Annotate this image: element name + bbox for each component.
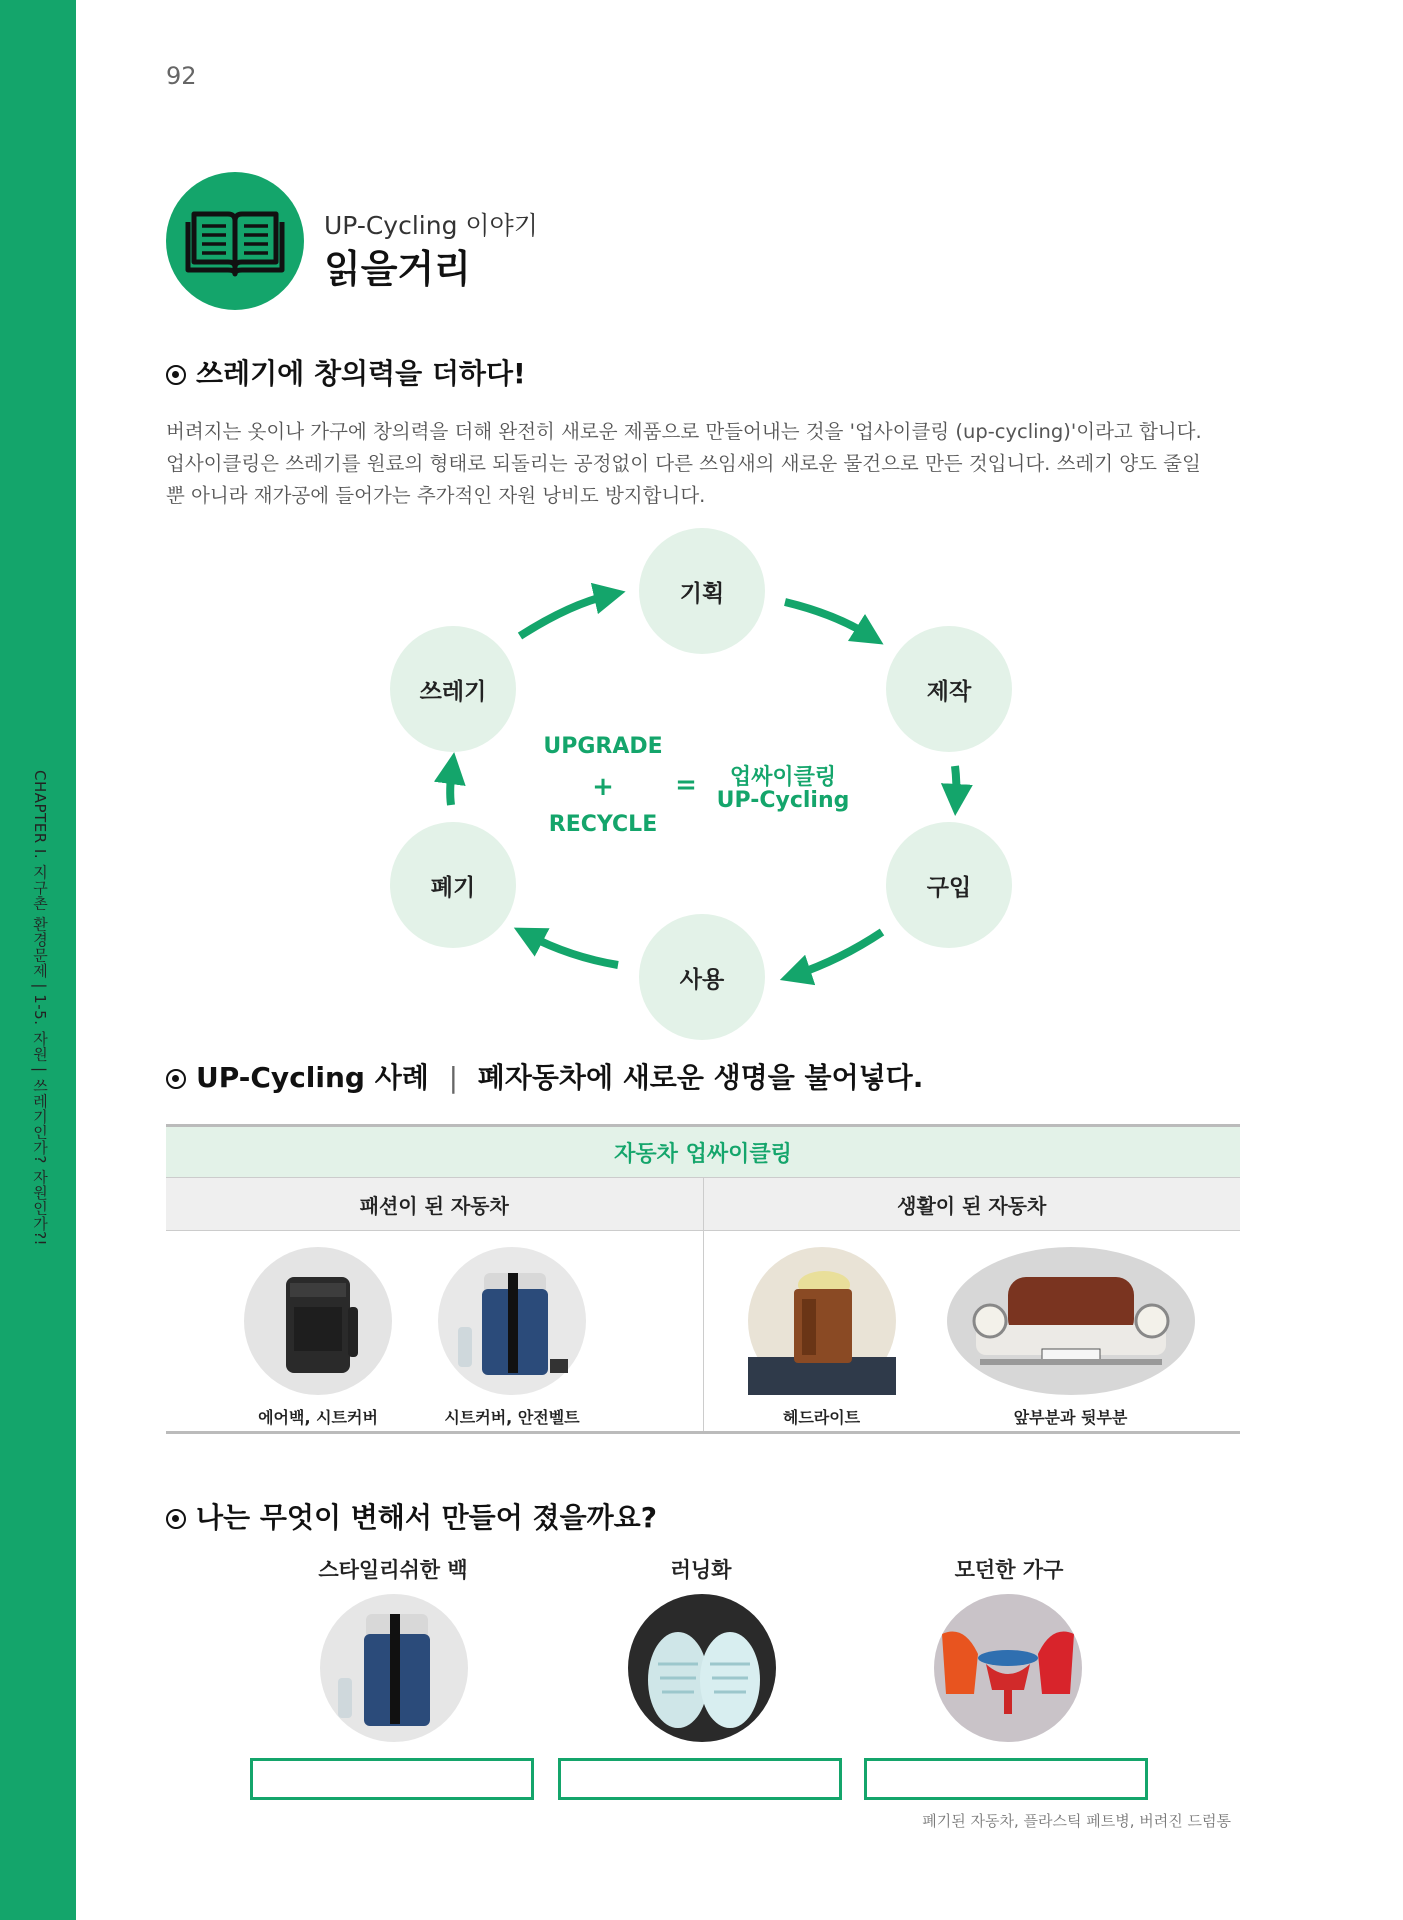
page-number: 92 — [166, 62, 197, 90]
plus-sign: + — [592, 772, 614, 802]
col-header-fashion: 패션이 된 자동차 — [166, 1178, 704, 1230]
cycle-node-use: 사용 — [639, 914, 765, 1040]
target-bullet-icon — [166, 1069, 186, 1089]
section3-heading — [166, 1496, 657, 1536]
car-upcycling-table — [166, 1124, 1240, 1434]
arrow-make-to-buy — [955, 766, 956, 800]
intro-line: 업사이클링은 쓰레기를 원료의 형태로 되돌리는 공정없이 다른 쓰임새의 새로운 물건으로 만든 것입니다. 쓰레기 양도 줄일 — [166, 452, 1201, 475]
cycle-node-plan: 기획 — [639, 528, 765, 654]
section1-title: 쓰레기에 창의력을 더하다! — [196, 357, 526, 390]
recycle-label: RECYCLE — [548, 812, 658, 837]
equals-sign: = — [675, 770, 697, 800]
item-caption: 헤드라이트 — [782, 1408, 861, 1427]
cycle-node-buy: 구입 — [886, 822, 1012, 948]
black-backpack-image — [244, 1247, 392, 1395]
cycle-node-trash: 쓰레기 — [390, 626, 516, 752]
answer-box-bag[interactable] — [250, 1758, 534, 1800]
intro-line: 버려지는 옷이나 가구에 창의력을 더해 완전히 새로운 제품으로 만들어내는 것을 '업사이클링 (up-cycling)'이라고 합니다. — [166, 420, 1202, 443]
intro-line: 뿐 아니라 재가공에 들어가는 추가적인 자원 낭비도 방지합니다. — [166, 484, 706, 507]
stylish-bag-photo — [320, 1594, 468, 1742]
answer-box-shoes[interactable] — [558, 1758, 842, 1800]
arrow-trash-to-plan — [520, 595, 610, 636]
quiz-label-furniture: 모던한 가구 — [954, 1558, 1064, 1582]
result-english: UP-Cycling — [716, 788, 850, 813]
living-cell — [704, 1231, 1241, 1431]
cycle-node-discard: 폐기 — [390, 822, 516, 948]
open-book-icon — [166, 172, 304, 310]
item-caption: 시트커버, 안전벨트 — [444, 1408, 580, 1427]
car-front-sofa-item — [946, 1247, 1196, 1428]
airbag-bag-item — [244, 1247, 392, 1428]
header-subtitle: UP-Cycling 이야기 — [324, 211, 538, 240]
quiz-label-bag: 스타일리쉬한 백 — [318, 1558, 468, 1582]
headlight-lamp-image — [748, 1247, 896, 1395]
car-sofa-image — [946, 1247, 1196, 1395]
target-bullet-icon — [166, 1509, 186, 1529]
item-caption: 에어백, 시트커버 — [258, 1408, 378, 1427]
modern-furniture-photo — [934, 1594, 1082, 1742]
quiz-label-shoes: 러닝화 — [670, 1558, 732, 1582]
chapter-breadcrumb: CHAPTER I. 지구촌 환경문제 | 1-5. 자원 | 쓰레기인가? 자원인가?! — [31, 770, 49, 1247]
section2-divider: | — [448, 1061, 458, 1094]
section3-title: 나는 무엇이 변해서 만들어 졌을까요? — [196, 1501, 657, 1534]
arrow-buy-to-use — [795, 932, 882, 975]
col-header-living: 생활이 된 자동차 — [897, 1193, 1047, 1218]
header-title: 읽을거리 — [324, 247, 471, 291]
section2-title: UP-Cycling 사례 — [196, 1061, 429, 1094]
fashion-cell — [166, 1231, 704, 1431]
table-body-row — [166, 1231, 1240, 1434]
upcycling-cycle-diagram — [0, 520, 1403, 1060]
seatcover-bag-item — [438, 1247, 586, 1428]
section2-subtitle: 폐자동차에 새로운 생명을 불어넣다. — [477, 1061, 924, 1094]
cycle-node-make: 제작 — [886, 626, 1012, 752]
section1-heading — [166, 352, 526, 392]
item-caption: 앞부분과 뒷부분 — [1013, 1408, 1128, 1427]
table-title: 자동차 업싸이클링 — [166, 1124, 1240, 1177]
running-shoes-photo — [628, 1594, 776, 1742]
table-header-row — [166, 1177, 1240, 1231]
result-korean: 업싸이클링 — [729, 765, 837, 790]
target-bullet-icon — [166, 365, 186, 385]
answer-box-furniture[interactable] — [864, 1758, 1148, 1800]
arrow-plan-to-make — [785, 602, 870, 636]
section2-heading — [166, 1056, 923, 1096]
arrow-discard-to-trash — [450, 768, 452, 805]
intro-paragraph — [166, 416, 1246, 512]
hint-note: 폐기된 자동차, 플라스틱 페트병, 버려진 드럼통 — [922, 1812, 1231, 1830]
headlight-item — [748, 1247, 896, 1428]
arrow-use-to-discard — [528, 935, 618, 965]
denim-backpack-image — [438, 1247, 586, 1395]
upgrade-label: UPGRADE — [543, 734, 663, 759]
